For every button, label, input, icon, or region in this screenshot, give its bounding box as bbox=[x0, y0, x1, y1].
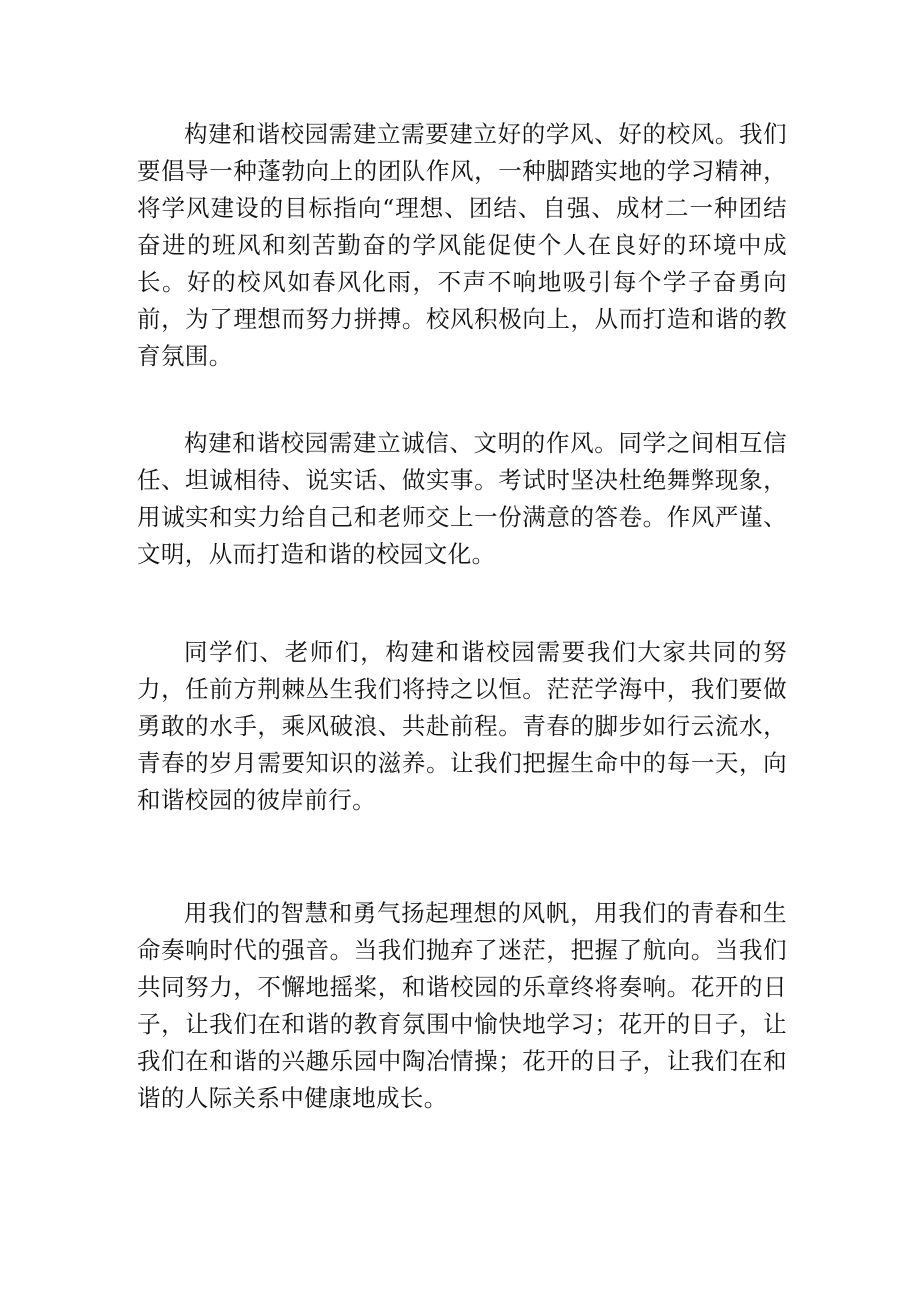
paragraph-study-style: 构建和谐校园需建立需要建立好的学风、好的校风。我们要倡导一种蓬勃向上的团队作风，一种脚踏实地的学习精神，将学风建设的目标指向“理想、团结、自强、成材二一种团结奋进的班风和刻苦勤奋的学风能促使个人在良好的环境中成长。好的校风如春风化雨，不声不响地吸引每个学子奋勇向前，为了理想而努力拼搏。校风积极向上，从而打造和谐的教育氛围。 bbox=[137, 120, 787, 370]
paragraph-integrity: 构建和谐校园需建立诚信、文明的作风。同学之间相互信任、坦诚相待、说实话、做实事。考试时坚决杜绝舞弊现象，用诚实和实力给自己和老师交上一份满意的答卷。作风严谨、文明，从而打造和谐的校园文化。 bbox=[137, 429, 787, 568]
paragraph-common-effort: 同学们、老师们，构建和谐校园需要我们大家共同的努力，任前方荆棘丛生我们将持之以恒。茫茫学海中，我们要做勇敢的水手，乘风破浪、共赴前程。青春的脚步如行云流水，青春的岁月需要知识的滋养。让我们把握生命中的每一天，向和谐校园的彼岸前行。 bbox=[137, 638, 787, 814]
paragraph-conclusion: 用我们的智慧和勇气扬起理想的风帆，用我们的青春和生命奏响时代的强音。当我们抛弃了迷茫，把握了航向。当我们共同努力，不懈地摇桨，和谐校园的乐章终将奏响。花开的日子，让我们在和谐的教育氛围中愉快地学习；花开的日子，让我们在和谐的兴趣乐园中陶冶情操；花开的日子，让我们在和谐的人际关系中健康地成长。 bbox=[137, 899, 787, 1112]
